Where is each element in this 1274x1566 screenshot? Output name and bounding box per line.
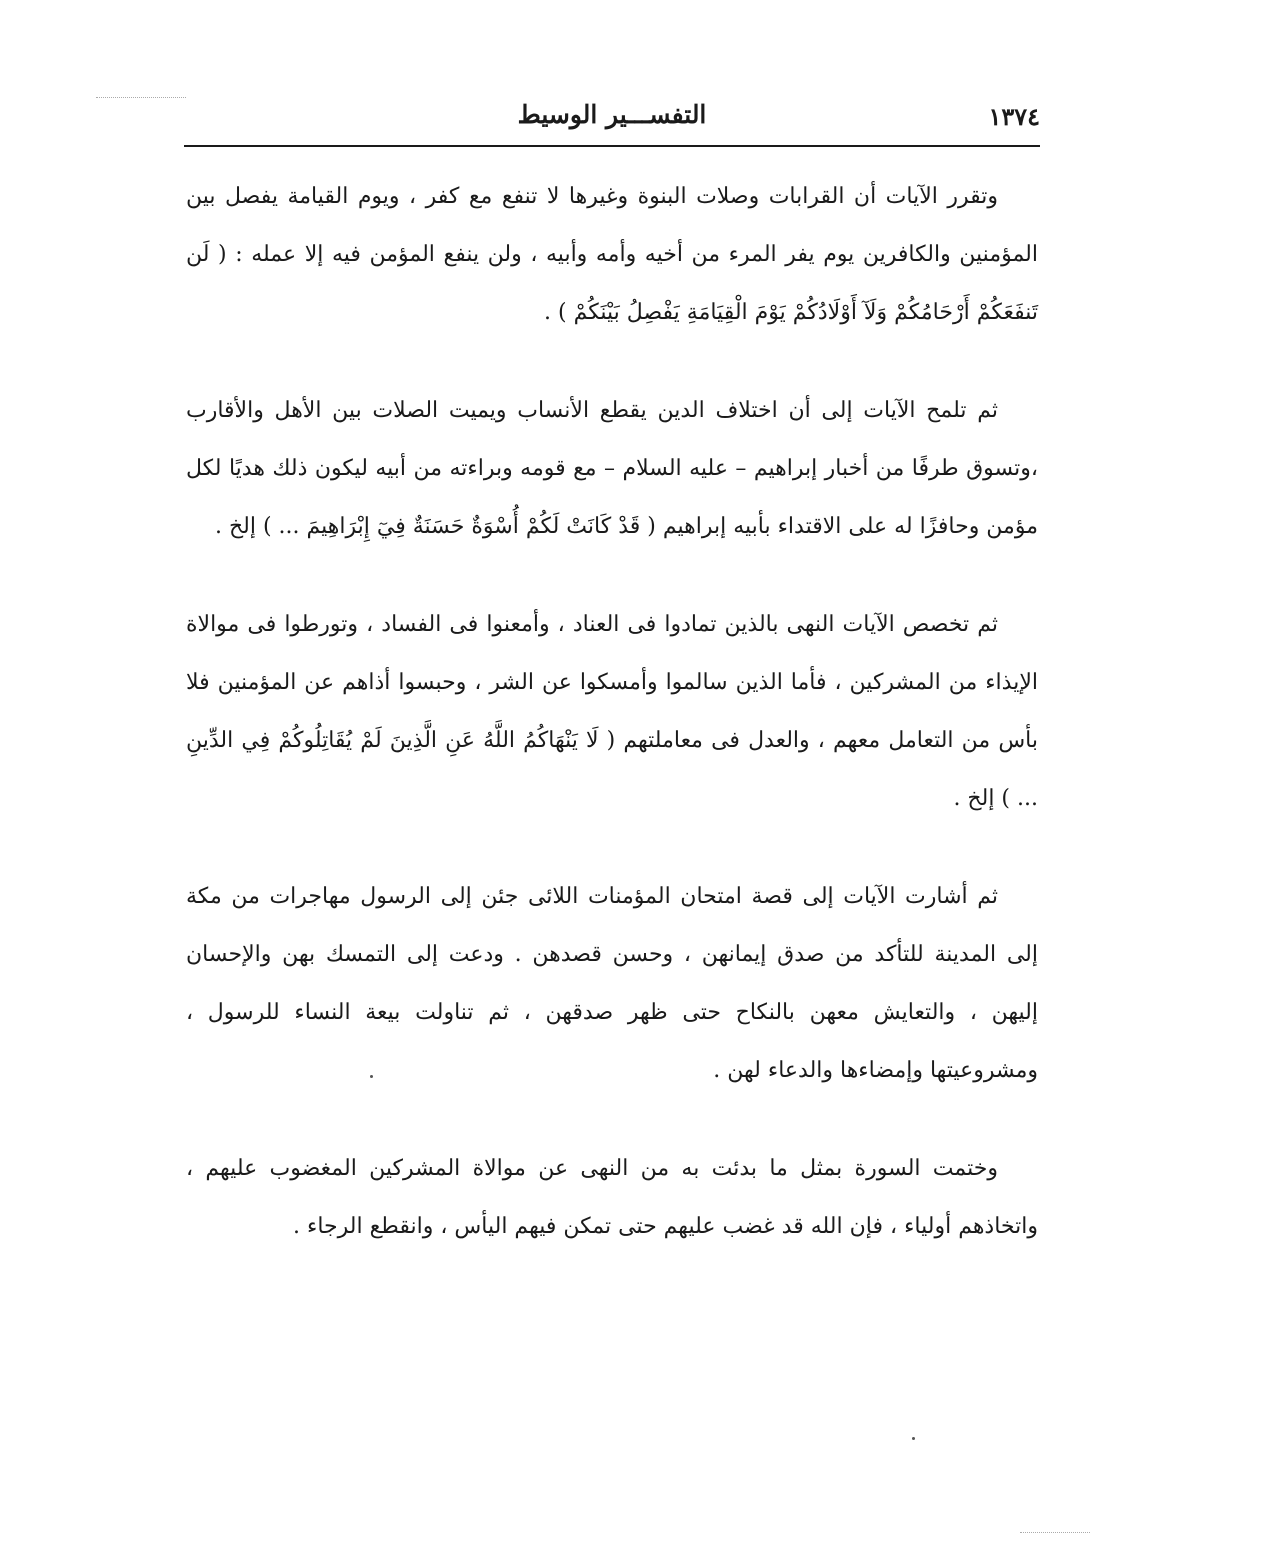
page-header (184, 100, 1040, 140)
page-number: ١٣٧٤ (988, 102, 1040, 131)
paragraph: وتقرر الآيات أن القرابات وصلات البنوة وغيرها لا تنفع مع كفر ، ويوم القيامة يفصل بين المؤمنين والكافرين يوم يفر المرء من أخيه وأمه وأبيه ، ولن ينفع المؤمن فيه إلا عمله : ( لَن تَنفَعَكُمْ أَرْحَامُكُمْ وَلَآ أَوْلَادُكُمْ يَوْمَ الْقِيَامَةِ يَفْصِلُ بَيْنَكُمْ ) . (186, 184, 1038, 325)
scan-artifact-line (96, 97, 186, 98)
paragraph: ثم تلمح الآيات إلى أن اختلاف الدين يقطع الأنساب ويميت الصلات بين الأهل والأقارب ،وتسوق طرفًا من أخبار إبراهيم – عليه السلام – مع قومه وبراءته من أبيه ليكون ذلك هديًا لكل مؤمن وحافزًا له على الاقتداء بأبيه إبراهيم ( قَدْ كَانَتْ لَكُمْ أُسْوَةٌ حَسَنَةٌ فِيٓ إِبْرَاهِيمَ ... ) إلخ . (186, 398, 1038, 539)
scan-speck (370, 1075, 373, 1078)
scan-speck (912, 1437, 915, 1440)
paragraph: ثم تخصص الآيات النهى بالذين تمادوا فى العناد ، وأمعنوا فى الفساد ، وتورطوا فى موالاة الإيذاء من المشركين ، فأما الذين سالموا وأمسكوا عن الشر ، وحبسوا أذاهم عن المؤمنين فلا بأس من التعامل معهم ، والعدل فى معاملتهم ( لَا يَنْهَاكُمُ اللَّهُ عَنِ الَّذِينَ لَمْ يُقَاتِلُوكُمْ فِي الدِّينِ ... ) إلخ . (186, 612, 1038, 811)
paragraph: ثم أشارت الآيات إلى قصة امتحان المؤمنات اللائى جئن إلى الرسول مهاجرات من مكة إلى المدينة للتأكد من صدق إيمانهن ، وحسن قصدهن . ودعت إلى التمسك بهن والإحسان إليهن ، والتعايش معهن بالنكاح حتى ظهر صدقهن ، ثم تناولت بيعة النساء للرسول ، ومشروعيتها وإمضاءها والدعاء لهن . (186, 884, 1038, 1083)
running-title: التفســـير الوسيط (517, 100, 707, 129)
scan-artifact-line (1020, 1532, 1090, 1533)
header-rule (184, 145, 1040, 147)
body-text (186, 168, 1038, 1256)
paragraph: وختمت السورة بمثل ما بدئت به من النهى عن موالاة المشركين المغضوب عليهم ، واتخاذهم أولياء ، فإن الله قد غضب عليهم حتى تمكن فيهم اليأس ، وانقطع الرجاء . (186, 1156, 1038, 1239)
